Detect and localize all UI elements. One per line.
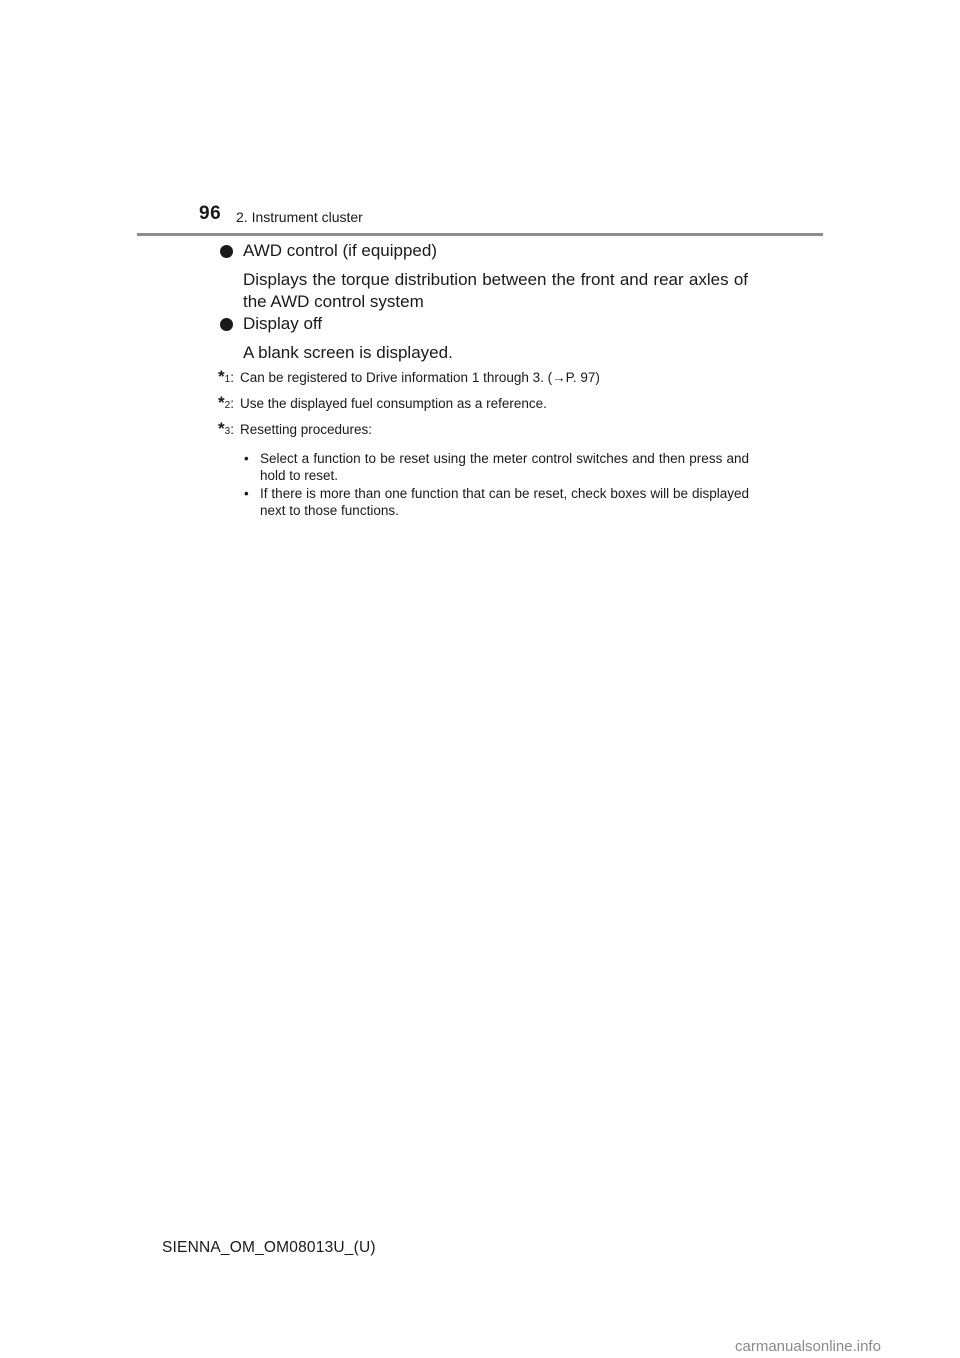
footnote-asterisk: *	[218, 393, 225, 412]
bullet-heading-text: Display off	[243, 314, 323, 333]
list-item-text: Select a function to be reset using the meter control switches and then press and hold to reset.	[260, 451, 749, 483]
footnote-number: 3	[224, 426, 231, 437]
footnote-asterisk: *	[218, 367, 225, 386]
bullet-dot-icon	[220, 245, 233, 258]
footnote-2	[218, 394, 547, 411]
section-title: 2. Instrument cluster	[236, 209, 363, 225]
bullet-icon: •	[244, 486, 249, 501]
page-number: 96	[199, 203, 222, 224]
footnote-colon: :	[230, 422, 234, 437]
footnote-text: Use the displayed fuel consumption as a reference.	[239, 396, 547, 411]
list-item-text: If there is more than one function that can be reset, check boxes will be displayed next to those functions.	[260, 486, 749, 518]
footnote-number: 2	[224, 400, 231, 411]
footnote-1	[218, 368, 600, 385]
body-paragraph-awd-control: Displays the torque distribution between the front and rear axles of the AWD control system	[243, 270, 748, 311]
footnote-text: Resetting procedures:	[239, 422, 373, 437]
bullet-heading-text: AWD control (if equipped)	[243, 241, 438, 260]
footnote-colon: :	[230, 370, 234, 385]
footnote-colon: :	[230, 396, 234, 411]
bullet-heading-awd-control	[220, 241, 437, 261]
bullet-dot-icon	[220, 318, 233, 331]
header-divider	[137, 233, 823, 236]
bullet-heading-display-off	[220, 314, 322, 334]
bullet-icon: •	[244, 451, 249, 466]
reset-steps-list	[244, 450, 749, 520]
watermark: carmanualsonline.info	[735, 1338, 881, 1355]
footer-doc-code: SIENNA_OM_OM08013U_(U)	[162, 1239, 376, 1256]
footnote-3	[218, 420, 372, 437]
footnote-number: 1	[224, 374, 231, 385]
list-item	[244, 485, 749, 519]
list-item	[244, 450, 749, 484]
footnote-asterisk: *	[218, 419, 225, 438]
body-paragraph-display-off: A blank screen is displayed.	[243, 343, 453, 362]
footnote-text: Can be registered to Drive information 1 through 3. (→P. 97)	[239, 370, 600, 385]
